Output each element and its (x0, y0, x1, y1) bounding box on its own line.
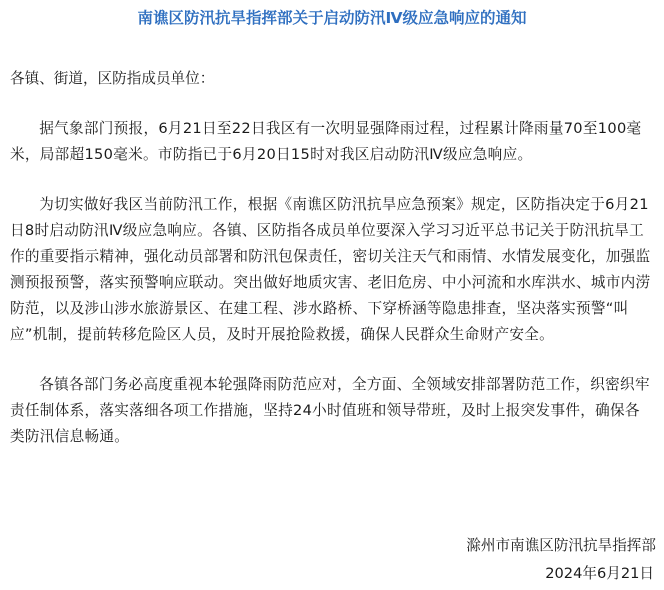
salutation: 各镇、街道，区防指成员单位： (10, 70, 215, 87)
notice-title: 南谯区防汛抗旱指挥部关于启动防汛Ⅳ级应急响应的通知 (137, 9, 527, 27)
paragraph-requirements: 各镇各部门务必高度重视本轮强降雨防范应对，全方面、全领域安排部署防范工作，织密织牢责任制体系，落实落细各项工作措施，坚持24小时值班和领导带班，及时上报突发事件，确保各类防汛信息畅通。 (10, 376, 650, 445)
signature-date: 2024年6月21日 (545, 565, 654, 582)
paragraph-response-measures: 为切实做好我区当前防汛工作，根据《南谯区防汛抗旱应急预案》规定，区防指决定于6月21日8时启动防汛Ⅳ级应急响应。各镇、区防指各成员单位要深入学习习近平总书记关于防汛抗旱工作的重要指示精神，强化动员部署和防汛包保责任，密切关注天气和雨情、水情发展变化，加强监测预报预警，落实预警响应联动。突出做好地质灾害、老旧危房、中小河流和水库洪水、城市内涝防范，以及涉山涉水旅游景区、在建工程、涉水路桥、下穿桥涵等隐患排查，坚决落实预警“叫应”机制，提前转移危险区人员，及时开展抢险救援，确保人民群众生命财产安全。 (10, 196, 651, 343)
signature-organization: 滁州市南谯区防汛抗旱指挥部 (466, 537, 656, 554)
paragraph-forecast: 据气象部门预报，6月21日至22日我区有一次明显强降雨过程，过程累计降雨量70至100毫米，局部超150毫米。市防指已于6月20日15时对我区启动防汛Ⅳ级应急响应。 (10, 120, 642, 163)
